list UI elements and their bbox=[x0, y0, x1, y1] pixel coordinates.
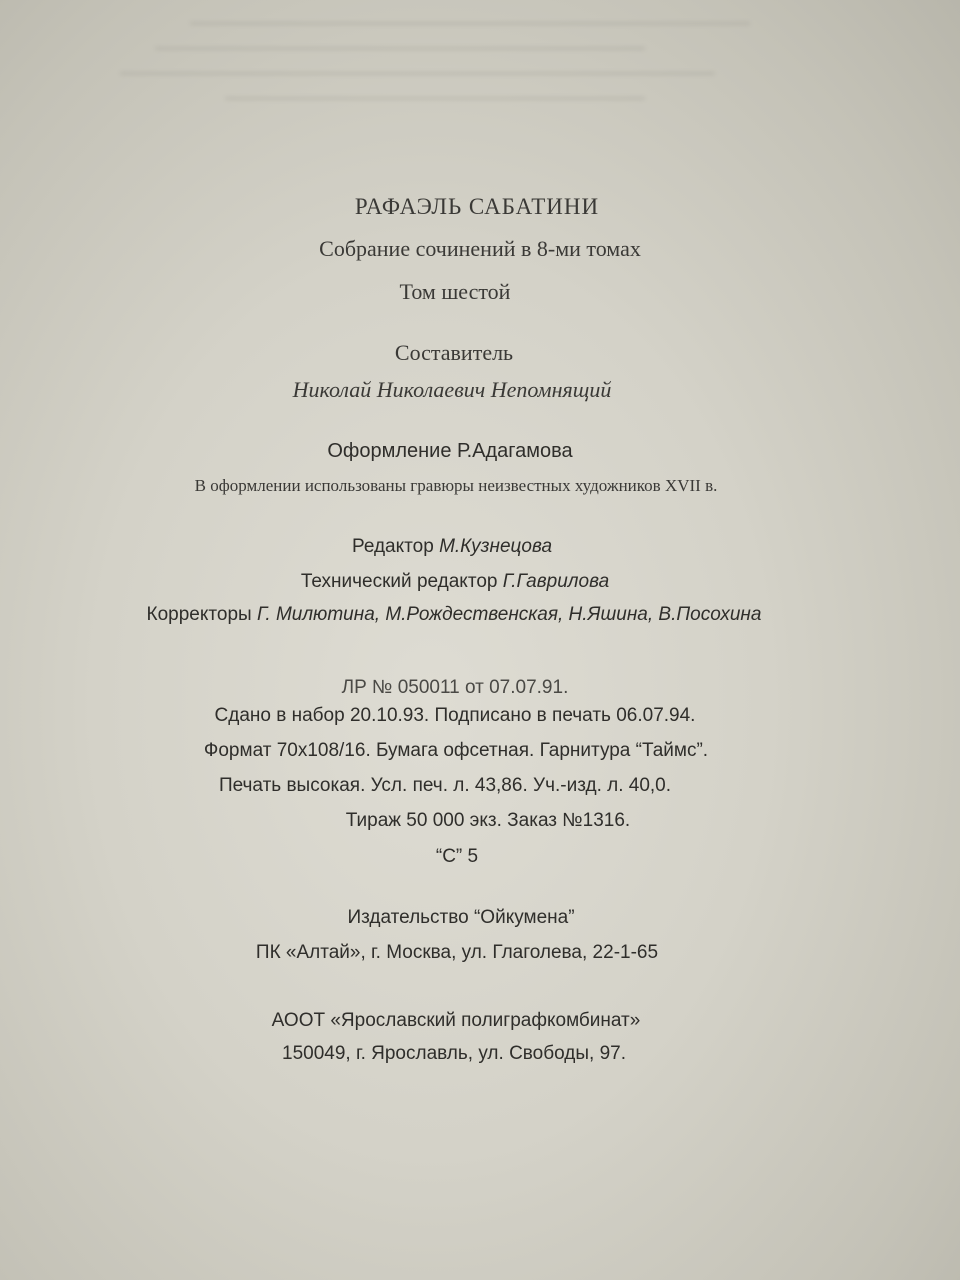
design-note: В оформлении использованы гравюры неизвестных художников XVII в. bbox=[194, 476, 718, 495]
printer-name: АООТ «Ярославский полиграфкомбинат» bbox=[271, 1010, 641, 1031]
design-credit bbox=[0, 440, 930, 463]
proofreaders-names: Г. Милютина, М.Рождественская, Н.Яшина, В.Посохина bbox=[256, 604, 762, 625]
license-line: ЛР № 050011 от 07.07.91. bbox=[341, 677, 569, 698]
tech-editor-credit bbox=[0, 571, 935, 593]
circulation-line: Тираж 50 000 экз. Заказ №1316. bbox=[345, 810, 631, 831]
tech-editor-name: Г.Гаврилова bbox=[502, 571, 610, 592]
printer-address: 150049, г. Ярославль, ул. Свободы, 97. bbox=[282, 1043, 626, 1064]
publisher-address: ПК «Алтай», г. Москва, ул. Глаголева, 22-1-65 bbox=[255, 942, 659, 963]
proofreaders-credit bbox=[0, 604, 934, 626]
printing-line: Печать высокая. Усл. печ. л. 43,86. Уч.-изд. л. 40,0. bbox=[218, 775, 672, 796]
design-name: Р.Адагамова bbox=[457, 440, 573, 462]
classification-code: “С” 5 bbox=[435, 846, 479, 867]
volume-title: Том шестой bbox=[399, 279, 511, 304]
print-dates-line: Сдано в набор 20.10.93. Подписано в печать 06.07.94. bbox=[214, 705, 696, 726]
editor-name: М.Кузнецова bbox=[439, 536, 553, 557]
compiler-name: Николай Николаевич Непомнящий bbox=[292, 377, 612, 402]
tech-editor-label: Технический редактор bbox=[300, 571, 498, 592]
proofreaders-label: Корректоры bbox=[146, 604, 252, 625]
editor-credit bbox=[0, 536, 932, 558]
format-line: Формат 70х108/16. Бумага офсетная. Гарнитура “Таймс”. bbox=[203, 740, 709, 761]
editor-label: Редактор bbox=[351, 536, 434, 557]
publisher-name: Издательство “Ойкумена” bbox=[347, 907, 575, 928]
compiler-label: Составитель bbox=[394, 340, 514, 365]
design-label: Оформление bbox=[327, 440, 452, 462]
collection-title: Собрание сочинений в 8-ми томах bbox=[319, 236, 641, 261]
author-name: РАФАЭЛЬ САБАТИНИ bbox=[354, 194, 600, 219]
show-through-text bbox=[120, 0, 820, 160]
